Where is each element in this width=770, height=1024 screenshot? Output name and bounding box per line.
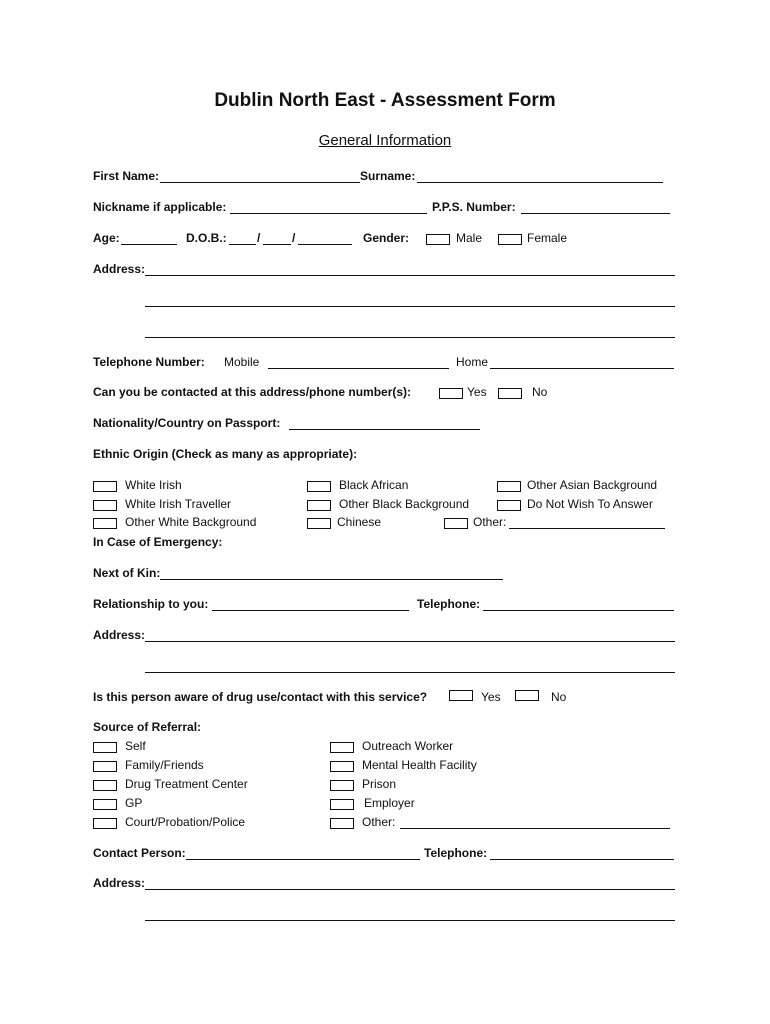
pps-label: P.P.S. Number: bbox=[432, 200, 516, 214]
male-option-label: Male bbox=[456, 231, 483, 245]
home-field[interactable] bbox=[490, 368, 674, 369]
referral-option-label: Family/Friends bbox=[125, 758, 204, 772]
ethnic-option-label: Other White Background bbox=[125, 515, 257, 529]
emergency-address-label: Address: bbox=[93, 628, 146, 642]
ethnic-checkbox[interactable] bbox=[93, 481, 117, 492]
referral-checkbox[interactable] bbox=[93, 742, 117, 753]
form-title: Dublin North East - Assessment Form bbox=[214, 90, 556, 111]
referral-option-label: Court/Probation/Police bbox=[125, 815, 246, 829]
contact-yes-label: Yes bbox=[467, 385, 487, 399]
aware-yes-checkbox[interactable] bbox=[449, 690, 473, 701]
first-name-label: First Name: bbox=[93, 169, 160, 183]
contact-person-field[interactable] bbox=[186, 859, 420, 860]
ethnic-option-label: Black African bbox=[339, 478, 409, 492]
male-checkbox[interactable] bbox=[426, 234, 450, 245]
referral-checkbox[interactable] bbox=[330, 799, 354, 810]
referral-checkbox[interactable] bbox=[330, 818, 354, 829]
pps-field[interactable] bbox=[521, 213, 670, 214]
contact-person-label: Contact Person: bbox=[93, 846, 186, 860]
mobile-field[interactable] bbox=[268, 368, 449, 369]
ethnic-checkbox[interactable] bbox=[307, 518, 331, 529]
ethnic-checkbox[interactable] bbox=[497, 481, 521, 492]
relationship-field[interactable] bbox=[212, 610, 409, 611]
ethnic-origin-label: Ethnic Origin (Check as many as appropriate): bbox=[93, 447, 358, 461]
female-option-label: Female bbox=[527, 231, 568, 245]
contact-address-line-2[interactable] bbox=[145, 920, 675, 921]
contact-telephone-field[interactable] bbox=[490, 859, 674, 860]
referral-option-label: Employer bbox=[364, 796, 415, 810]
referral-option-label: GP bbox=[125, 796, 143, 810]
nickname-label: Nickname if applicable: bbox=[93, 200, 227, 214]
ethnic-option-label: Do Not Wish To Answer bbox=[527, 497, 653, 511]
age-label: Age: bbox=[93, 231, 120, 245]
ethnic-checkbox[interactable] bbox=[307, 500, 331, 511]
contact-telephone-label: Telephone: bbox=[424, 846, 488, 860]
referral-other-field[interactable] bbox=[400, 828, 670, 829]
nationality-field[interactable] bbox=[289, 429, 480, 430]
emergency-telephone-field[interactable] bbox=[483, 610, 674, 611]
referral-option-label: Outreach Worker bbox=[362, 739, 454, 753]
surname-field[interactable] bbox=[417, 182, 663, 183]
ethnic-option-label: White Irish bbox=[125, 478, 182, 492]
aware-question: Is this person aware of drug use/contact with this service? bbox=[93, 690, 428, 704]
contact-question: Can you be contacted at this address/phone number(s): bbox=[93, 385, 412, 399]
dob-separator: / bbox=[257, 231, 261, 245]
dob-day-field[interactable] bbox=[229, 244, 256, 245]
referral-heading: Source of Referral: bbox=[93, 720, 202, 734]
referral-option-label: Drug Treatment Center bbox=[125, 777, 248, 791]
contact-yes-checkbox[interactable] bbox=[439, 388, 463, 399]
aware-yes-label: Yes bbox=[481, 690, 501, 704]
referral-option-label: Mental Health Facility bbox=[362, 758, 477, 772]
ethnic-option-label: Other Black Background bbox=[339, 497, 470, 511]
emergency-telephone-label: Telephone: bbox=[417, 597, 481, 611]
dob-month-field[interactable] bbox=[263, 244, 291, 245]
telephone-label: Telephone Number: bbox=[93, 355, 205, 369]
referral-checkbox[interactable] bbox=[93, 761, 117, 772]
ethnic-other-field[interactable] bbox=[509, 528, 665, 529]
address-line-3[interactable] bbox=[145, 337, 675, 338]
referral-checkbox[interactable] bbox=[330, 742, 354, 753]
ethnic-option-label: Chinese bbox=[337, 515, 382, 529]
ethnic-checkbox[interactable] bbox=[93, 500, 117, 511]
contact-no-checkbox[interactable] bbox=[498, 388, 522, 399]
aware-no-label: No bbox=[551, 690, 567, 704]
referral-option-label: Prison bbox=[362, 777, 397, 791]
mobile-label: Mobile bbox=[224, 355, 260, 369]
ethnic-option-label: Other Asian Background bbox=[527, 478, 658, 492]
next-of-kin-field[interactable] bbox=[160, 579, 503, 580]
referral-other-label: Other: bbox=[362, 815, 396, 829]
nickname-field[interactable] bbox=[230, 213, 427, 214]
section-subtitle: General Information bbox=[318, 132, 452, 149]
emergency-address-line-1[interactable] bbox=[145, 641, 675, 642]
referral-checkbox[interactable] bbox=[93, 799, 117, 810]
ethnic-checkbox[interactable] bbox=[93, 518, 117, 529]
ethnic-checkbox[interactable] bbox=[307, 481, 331, 492]
gender-label: Gender: bbox=[363, 231, 410, 245]
relationship-label: Relationship to you: bbox=[93, 597, 209, 611]
referral-checkbox[interactable] bbox=[330, 780, 354, 791]
home-label: Home bbox=[456, 355, 489, 369]
emergency-address-line-2[interactable] bbox=[145, 672, 675, 673]
referral-checkbox[interactable] bbox=[330, 761, 354, 772]
female-checkbox[interactable] bbox=[498, 234, 522, 245]
first-name-field[interactable] bbox=[160, 182, 360, 183]
address-line-2[interactable] bbox=[145, 306, 675, 307]
surname-label: Surname: bbox=[360, 169, 416, 183]
ethnic-other-label: Other: bbox=[473, 515, 507, 529]
nationality-label: Nationality/Country on Passport: bbox=[93, 416, 281, 430]
address-label: Address: bbox=[93, 262, 146, 276]
referral-option-label: Self bbox=[125, 739, 146, 753]
aware-no-checkbox[interactable] bbox=[515, 690, 539, 701]
referral-checkbox[interactable] bbox=[93, 818, 117, 829]
ethnic-checkbox[interactable] bbox=[444, 518, 468, 529]
referral-checkbox[interactable] bbox=[93, 780, 117, 791]
emergency-heading: In Case of Emergency: bbox=[93, 535, 223, 549]
ethnic-option-label: White Irish Traveller bbox=[125, 497, 232, 511]
dob-separator: / bbox=[292, 231, 296, 245]
dob-year-field[interactable] bbox=[298, 244, 352, 245]
contact-address-line-1[interactable] bbox=[145, 889, 675, 890]
address-line-1[interactable] bbox=[145, 275, 675, 276]
dob-label: D.O.B.: bbox=[186, 231, 227, 245]
next-of-kin-label: Next of Kin: bbox=[93, 566, 161, 580]
contact-address-label: Address: bbox=[93, 876, 146, 890]
contact-no-label: No bbox=[532, 385, 548, 399]
ethnic-checkbox[interactable] bbox=[497, 500, 521, 511]
age-field[interactable] bbox=[121, 244, 177, 245]
